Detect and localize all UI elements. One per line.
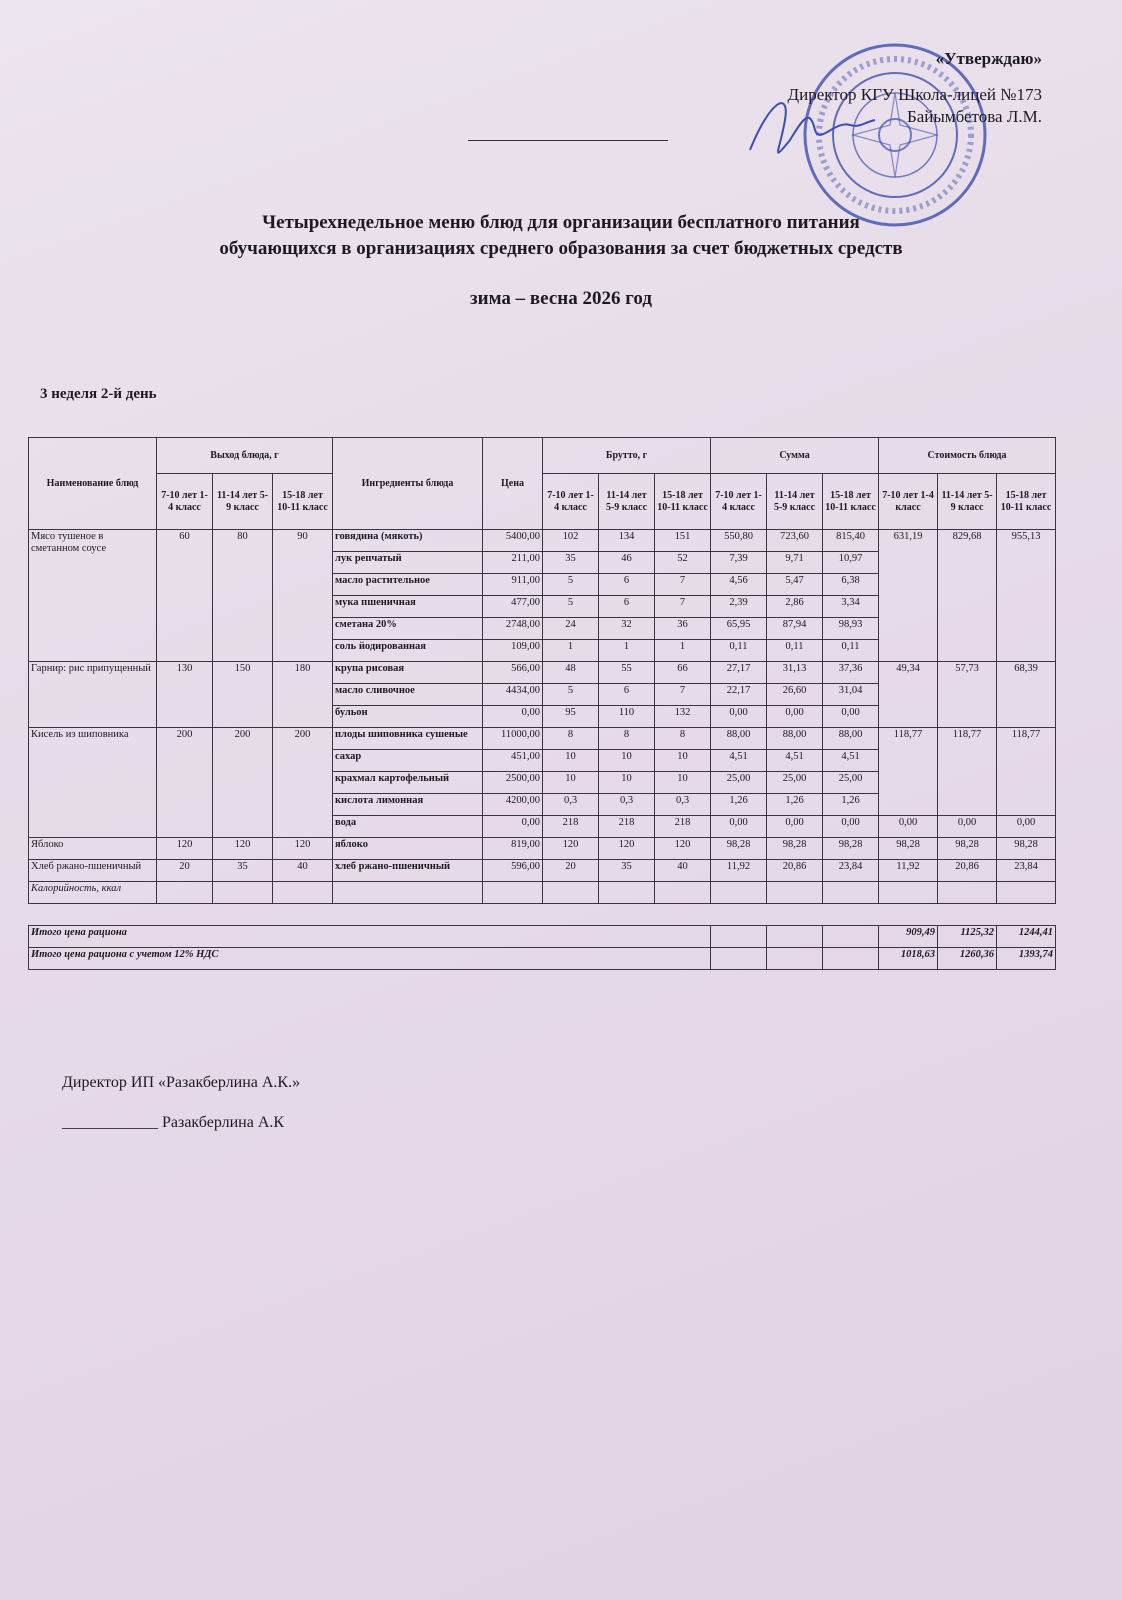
table-row — [29, 838, 1056, 860]
total-empty — [767, 948, 823, 970]
calories-cell — [213, 882, 273, 904]
ingredient-sum: 88,00 — [823, 728, 879, 750]
ingredient-sum: 88,00 — [711, 728, 767, 750]
table-row — [29, 728, 1056, 750]
ingredient-sum: 0,00 — [711, 706, 767, 728]
ingredient-brutto: 218 — [599, 816, 655, 838]
header-cost: Стоимость блюда — [879, 438, 1056, 474]
ingredient-sum: 22,17 — [711, 684, 767, 706]
ingredient-brutto: 46 — [599, 552, 655, 574]
dish-yield: 200 — [157, 728, 213, 838]
dish-cost: 118,77 — [938, 728, 997, 816]
dish-name: Хлеб ржано-пшеничный — [29, 860, 157, 882]
ingredient-name: говядина (мякоть) — [333, 530, 483, 552]
ingredient-sum: 7,39 — [711, 552, 767, 574]
ingredient-price: 0,00 — [483, 706, 543, 728]
ingredient-sum: 98,28 — [767, 838, 823, 860]
ingredient-brutto: 120 — [543, 838, 599, 860]
ingredient-name: кислота лимонная — [333, 794, 483, 816]
ingredient-brutto: 120 — [599, 838, 655, 860]
total-empty — [711, 948, 767, 970]
ingredient-price: 911,00 — [483, 574, 543, 596]
approval-name: Байымбетова Л.М. — [906, 107, 1042, 126]
ingredient-brutto: 1 — [655, 640, 711, 662]
ingredient-sum: 0,00 — [823, 706, 879, 728]
ingredient-brutto: 151 — [655, 530, 711, 552]
ingredient-price: 566,00 — [483, 662, 543, 684]
dish-cost: 829,68 — [938, 530, 997, 662]
footer-director: Директор ИП «Разакберлина А.К.» — [62, 1074, 301, 1091]
ingredient-brutto: 1 — [599, 640, 655, 662]
ingredient-name: соль йодированная — [333, 640, 483, 662]
ingredient-sum: 10,97 — [823, 552, 879, 574]
ingredient-price: 2748,00 — [483, 618, 543, 640]
ingredient-name: хлеб ржано-пшеничный — [333, 860, 483, 882]
dish-cost: 23,84 — [997, 860, 1056, 882]
ingredient-brutto: 7 — [655, 574, 711, 596]
dish-cost: 98,28 — [879, 838, 938, 860]
ingredient-sum: 4,56 — [711, 574, 767, 596]
ingredient-brutto: 10 — [655, 750, 711, 772]
ingredient-sum: 815,40 — [823, 530, 879, 552]
dish-yield: 200 — [213, 728, 273, 838]
calories-cell — [997, 882, 1056, 904]
ingredient-sum: 0,11 — [711, 640, 767, 662]
total-value: 909,49 — [879, 926, 938, 948]
dish-yield: 150 — [213, 662, 273, 728]
header-price: Цена — [483, 438, 543, 530]
dish-yield: 80 — [213, 530, 273, 662]
ingredient-brutto: 110 — [599, 706, 655, 728]
header-age-group: 7-10 лет 1-4 класс — [157, 474, 213, 530]
ingredient-sum: 550,80 — [711, 530, 767, 552]
ingredient-brutto: 7 — [655, 684, 711, 706]
calories-cell — [655, 882, 711, 904]
total-empty — [823, 948, 879, 970]
ingredient-sum: 1,26 — [823, 794, 879, 816]
ingredient-brutto: 0,3 — [599, 794, 655, 816]
total-value: 1125,32 — [938, 926, 997, 948]
ingredient-brutto: 10 — [543, 750, 599, 772]
ingredient-sum: 98,28 — [823, 838, 879, 860]
dish-cost: 49,34 — [879, 662, 938, 728]
ingredient-sum: 88,00 — [767, 728, 823, 750]
calories-cell — [879, 882, 938, 904]
ingredient-brutto: 120 — [655, 838, 711, 860]
ingredient-sum: 11,92 — [711, 860, 767, 882]
dish-yield: 120 — [213, 838, 273, 860]
dish-cost: 0,00 — [938, 816, 997, 838]
header-age-group: 11-14 лет 5-9 класс — [599, 474, 655, 530]
ingredient-sum: 25,00 — [823, 772, 879, 794]
header-brutto: Брутто, г — [543, 438, 711, 474]
ingredient-brutto: 8 — [599, 728, 655, 750]
ingredient-brutto: 32 — [599, 618, 655, 640]
ingredient-sum: 27,17 — [711, 662, 767, 684]
ingredient-sum: 25,00 — [767, 772, 823, 794]
ingredient-brutto: 10 — [655, 772, 711, 794]
dish-cost: 11,92 — [879, 860, 938, 882]
calories-cell — [711, 882, 767, 904]
total-empty — [767, 926, 823, 948]
calories-cell — [938, 882, 997, 904]
total-value: 1393,74 — [997, 948, 1056, 970]
dish-yield: 120 — [273, 838, 333, 860]
ingredient-name: яблоко — [333, 838, 483, 860]
ingredient-sum: 4,51 — [711, 750, 767, 772]
ingredient-brutto: 36 — [655, 618, 711, 640]
week-day-label: 3 неделя 2-й день — [40, 386, 157, 402]
ingredient-brutto: 5 — [543, 596, 599, 618]
ingredient-brutto: 52 — [655, 552, 711, 574]
ingredient-sum: 5,47 — [767, 574, 823, 596]
header-ingredients: Ингредиенты блюда — [333, 438, 483, 530]
header-age-group: 15-18 лет 10-11 класс — [823, 474, 879, 530]
header-age-group: 11-14 лет 5-9 класс — [938, 474, 997, 530]
ingredient-brutto: 10 — [599, 750, 655, 772]
ingredient-name: лук репчатый — [333, 552, 483, 574]
table-row — [29, 860, 1056, 882]
menu-table — [28, 437, 1056, 970]
ingredient-brutto: 8 — [543, 728, 599, 750]
ingredient-name: вода — [333, 816, 483, 838]
ingredient-sum: 65,95 — [711, 618, 767, 640]
dish-cost: 955,13 — [997, 530, 1056, 662]
dish-name: Кисель из шиповника — [29, 728, 157, 838]
ingredient-sum: 25,00 — [711, 772, 767, 794]
ingredient-price: 596,00 — [483, 860, 543, 882]
ingredient-sum: 0,00 — [711, 816, 767, 838]
ingredient-brutto: 95 — [543, 706, 599, 728]
title-line-3: зима – весна 2026 год — [470, 288, 652, 309]
total-empty — [711, 926, 767, 948]
dish-yield: 130 — [157, 662, 213, 728]
calories-cell — [333, 882, 483, 904]
ingredient-sum: 20,86 — [767, 860, 823, 882]
header-age-group: 11-14 лет 5-9 класс — [213, 474, 273, 530]
dish-yield: 20 — [157, 860, 213, 882]
total-value: 1244,41 — [997, 926, 1056, 948]
ingredient-sum: 3,34 — [823, 596, 879, 618]
title-line-2: обучающихся в организациях среднего образования за счет бюджетных средств — [219, 238, 903, 259]
ingredient-brutto: 0,3 — [543, 794, 599, 816]
ingredient-name: сахар — [333, 750, 483, 772]
ingredient-brutto: 132 — [655, 706, 711, 728]
dish-cost: 118,77 — [879, 728, 938, 816]
ingredient-sum: 2,86 — [767, 596, 823, 618]
approval-title: «Утверждаю» — [935, 49, 1042, 68]
ingredient-sum: 4,51 — [767, 750, 823, 772]
dish-cost: 98,28 — [997, 838, 1056, 860]
ingredient-brutto: 20 — [543, 860, 599, 882]
ingredient-brutto: 48 — [543, 662, 599, 684]
ingredient-name: крупа рисовая — [333, 662, 483, 684]
ingredient-brutto: 35 — [599, 860, 655, 882]
ingredient-price: 5400,00 — [483, 530, 543, 552]
ingredient-sum: 2,39 — [711, 596, 767, 618]
ingredient-sum: 0,00 — [767, 816, 823, 838]
dish-cost: 118,77 — [997, 728, 1056, 816]
dish-cost: 57,73 — [938, 662, 997, 728]
spacer-row — [29, 904, 1056, 926]
dish-yield: 60 — [157, 530, 213, 662]
calories-cell — [823, 882, 879, 904]
dish-cost: 0,00 — [879, 816, 938, 838]
table-row — [29, 530, 1056, 552]
ingredient-sum: 0,11 — [767, 640, 823, 662]
dish-cost: 0,00 — [997, 816, 1056, 838]
ingredient-brutto: 8 — [655, 728, 711, 750]
ingredient-sum: 0,00 — [767, 706, 823, 728]
total-value: 1260,36 — [938, 948, 997, 970]
total-label: Итого цена рациона с учетом 12% НДС — [29, 948, 711, 970]
ingredient-brutto: 102 — [543, 530, 599, 552]
ingredient-price: 211,00 — [483, 552, 543, 574]
ingredient-name: мука пшеничная — [333, 596, 483, 618]
dish-cost: 68,39 — [997, 662, 1056, 728]
ingredient-sum: 31,04 — [823, 684, 879, 706]
dish-yield: 90 — [273, 530, 333, 662]
signature-line — [468, 140, 668, 141]
ingredient-sum: 87,94 — [767, 618, 823, 640]
ingredient-sum: 1,26 — [711, 794, 767, 816]
ingredient-brutto: 35 — [543, 552, 599, 574]
ingredient-price: 4434,00 — [483, 684, 543, 706]
footer-signature: ____________ Разакберлина А.К — [62, 1114, 285, 1131]
dish-cost: 20,86 — [938, 860, 997, 882]
calories-cell — [483, 882, 543, 904]
calories-cell — [767, 882, 823, 904]
calories-label: Калорийность, ккал — [29, 882, 157, 904]
dish-name: Яблоко — [29, 838, 157, 860]
ingredient-brutto: 134 — [599, 530, 655, 552]
ingredient-sum: 0,11 — [823, 640, 879, 662]
ingredient-price: 819,00 — [483, 838, 543, 860]
ingredient-price: 0,00 — [483, 816, 543, 838]
header-age-group: 11-14 лет 5-9 класс — [767, 474, 823, 530]
approval-block — [788, 48, 1043, 128]
ingredient-name: плоды шиповника сушеные — [333, 728, 483, 750]
ingredient-brutto: 10 — [543, 772, 599, 794]
dish-yield: 200 — [273, 728, 333, 838]
ingredient-price: 451,00 — [483, 750, 543, 772]
ingredient-name: масло сливочное — [333, 684, 483, 706]
ingredient-brutto: 0,3 — [655, 794, 711, 816]
dish-yield: 40 — [273, 860, 333, 882]
ingredient-brutto: 7 — [655, 596, 711, 618]
total-label: Итого цена рациона — [29, 926, 711, 948]
ingredient-sum: 1,26 — [767, 794, 823, 816]
header-sum: Сумма — [711, 438, 879, 474]
ingredient-sum: 723,60 — [767, 530, 823, 552]
calories-cell — [157, 882, 213, 904]
header-age-group: 15-18 лет 10-11 класс — [997, 474, 1056, 530]
ingredient-price: 477,00 — [483, 596, 543, 618]
total-value: 1018,63 — [879, 948, 938, 970]
header-dish-name: Наименование блюд — [29, 438, 157, 530]
header-age-group: 7-10 лет 1-4 класс — [543, 474, 599, 530]
header-age-group: 7-10 лет 1-4 класс — [879, 474, 938, 530]
dish-name: Гарнир: рис припущенный — [29, 662, 157, 728]
dish-name: Мясо тушеное в сметанном соусе — [29, 530, 157, 662]
ingredient-brutto: 66 — [655, 662, 711, 684]
ingredient-sum: 31,13 — [767, 662, 823, 684]
ingredient-price: 4200,00 — [483, 794, 543, 816]
dish-yield: 180 — [273, 662, 333, 728]
ingredient-brutto: 5 — [543, 684, 599, 706]
ingredient-price: 2500,00 — [483, 772, 543, 794]
ingredient-brutto: 6 — [599, 684, 655, 706]
ingredient-sum: 0,00 — [823, 816, 879, 838]
ingredient-sum: 37,36 — [823, 662, 879, 684]
total-empty — [823, 926, 879, 948]
ingredient-sum: 9,71 — [767, 552, 823, 574]
ingredient-sum: 23,84 — [823, 860, 879, 882]
ingredient-name: сметана 20% — [333, 618, 483, 640]
dish-cost: 98,28 — [938, 838, 997, 860]
ingredient-brutto: 10 — [599, 772, 655, 794]
ingredient-brutto: 5 — [543, 574, 599, 596]
dish-yield: 120 — [157, 838, 213, 860]
title-line-1: Четырехнедельное меню блюд для организации бесплатного питания — [262, 212, 860, 233]
ingredient-brutto: 218 — [655, 816, 711, 838]
calories-cell — [599, 882, 655, 904]
table-row — [29, 662, 1056, 684]
dish-yield: 35 — [213, 860, 273, 882]
ingredient-name: масло растительное — [333, 574, 483, 596]
header-age-group: 7-10 лет 1-4 класс — [711, 474, 767, 530]
ingredient-name: бульон — [333, 706, 483, 728]
ingredient-price: 109,00 — [483, 640, 543, 662]
ingredient-brutto: 24 — [543, 618, 599, 640]
ingredient-name: крахмал картофельный — [333, 772, 483, 794]
header-yield: Выход блюда, г — [157, 438, 333, 474]
approval-position: Директор КГУ Школа-лицей №173 — [787, 85, 1042, 104]
ingredient-brutto: 55 — [599, 662, 655, 684]
ingredient-brutto: 6 — [599, 596, 655, 618]
ingredient-sum: 26,60 — [767, 684, 823, 706]
ingredient-sum: 98,28 — [711, 838, 767, 860]
calories-cell — [543, 882, 599, 904]
ingredient-sum: 6,38 — [823, 574, 879, 596]
ingredient-price: 11000,00 — [483, 728, 543, 750]
ingredient-brutto: 1 — [543, 640, 599, 662]
header-age-group: 15-18 лет 10-11 класс — [273, 474, 333, 530]
calories-cell — [273, 882, 333, 904]
ingredient-brutto: 218 — [543, 816, 599, 838]
ingredient-brutto: 6 — [599, 574, 655, 596]
ingredient-brutto: 40 — [655, 860, 711, 882]
ingredient-sum: 4,51 — [823, 750, 879, 772]
ingredient-sum: 98,93 — [823, 618, 879, 640]
header-age-group: 15-18 лет 10-11 класс — [655, 474, 711, 530]
dish-cost: 631,19 — [879, 530, 938, 662]
